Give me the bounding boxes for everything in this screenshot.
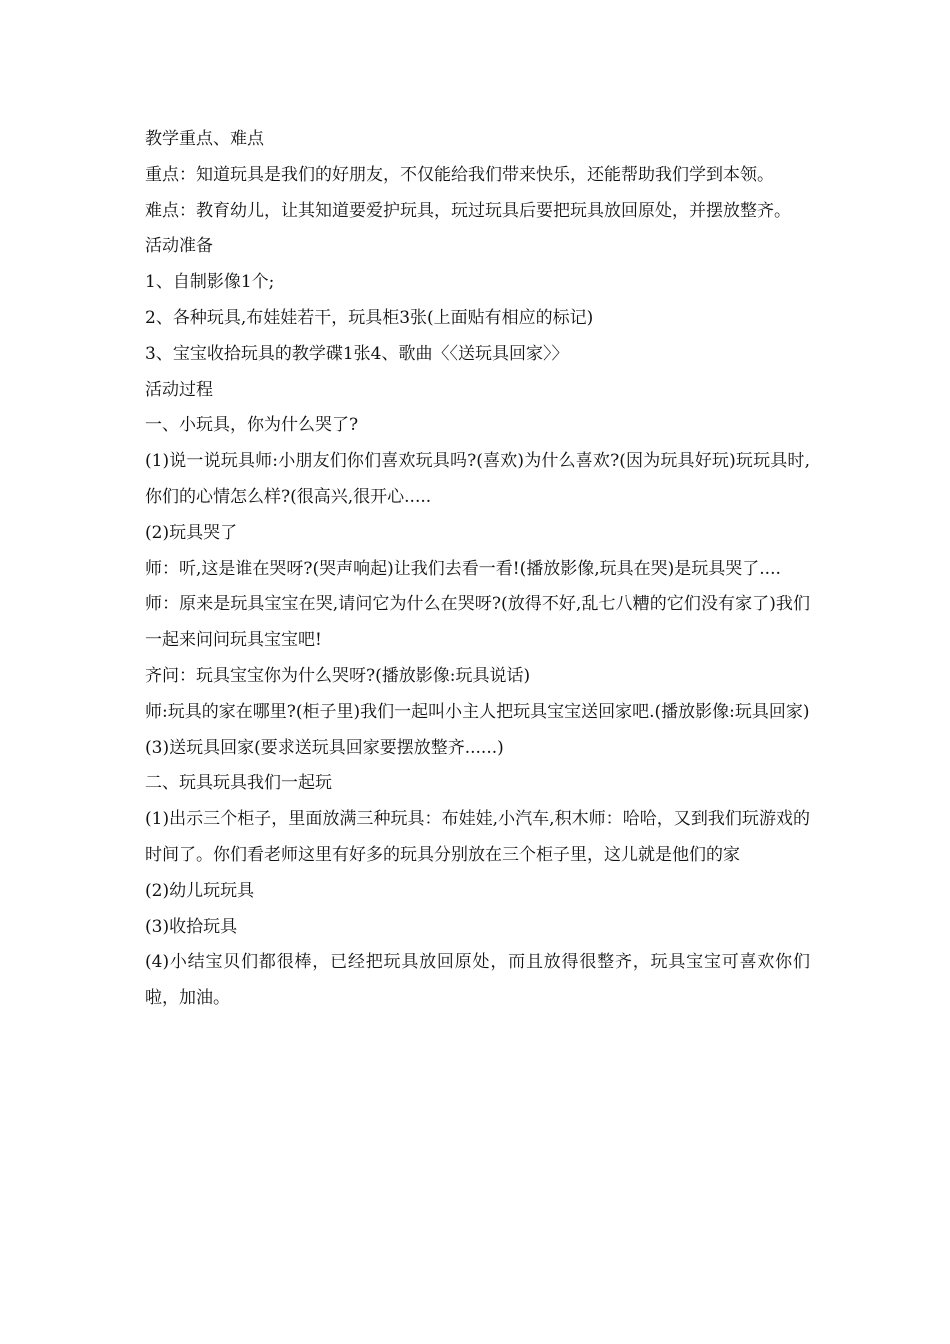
- process-part-2-heading: 二、玩具玩具我们一起玩: [145, 773, 332, 794]
- paragraph-key-point: 重点：知道玩具是我们的好朋友，不仅能给我们带来快乐，还能帮助我们学到本领。: [145, 164, 774, 185]
- process-step-2-4: (4)小结宝贝们都很棒，已经把玩具放回原处，而且放得很整齐，玩具宝宝可喜欢你们啦，加油。: [145, 952, 810, 1009]
- process-dialogue-1: 师：听,这是谁在哭呀?(哭声响起)让我们去看一看!(播放影像,玩具在哭)是玩具哭了....: [145, 558, 781, 579]
- document-body: [145, 122, 810, 1017]
- preparation-item-3: 3、宝宝收拾玩具的教学碟1张4、歌曲〈〈送玩具回家〉〉: [145, 343, 569, 364]
- section-heading-preparation: 活动准备: [145, 236, 213, 257]
- preparation-item-1: 1、自制影像1个;: [145, 272, 275, 293]
- section-heading-process: 活动过程: [145, 379, 213, 400]
- process-step-1-1: (1)说一说玩具师:小朋友们你们喜欢玩具吗?(喜欢)为什么喜欢?(因为玩具好玩)玩玩具时,你们的心情怎么样?(很高兴,很开心.....: [145, 451, 810, 507]
- paragraph-difficult-point: 难点：教育幼儿，让其知道要爱护玩具，玩过玩具后要把玩具放回原处，并摆放整齐。: [145, 200, 791, 221]
- process-dialogue-2: 师：原来是玩具宝宝在哭,请问它为什么在哭呀?(放得不好,乱七八糟的它们没有家了)我们一起来问问玩具宝宝吧!: [145, 594, 810, 651]
- process-part-1-heading: 一、小玩具，你为什么哭了?: [145, 415, 359, 436]
- process-step-2-2: (2)幼儿玩玩具: [145, 880, 255, 901]
- process-step-1-3: (3)送玩具回家(要求送玩具回家要摆放整齐......): [145, 737, 504, 758]
- process-dialogue-3: 齐问：玩具宝宝你为什么哭呀?(播放影像:玩具说话): [145, 665, 531, 686]
- section-heading-key-points: 教学重点、难点: [145, 129, 264, 149]
- process-step-2-1: (1)出示三个柜子，里面放满三种玩具：布娃娃,小汽车,积木师：哈哈，又到我们玩游戏的时间了。你们看老师这里有好多的玩具分别放在三个柜子里，这儿就是他们的家: [145, 809, 810, 865]
- preparation-item-2: 2、各种玩具,布娃娃若干，玩具柜3张(上面贴有相应的标记): [145, 307, 594, 328]
- process-step-1-2: (2)玩具哭了: [145, 522, 238, 543]
- process-dialogue-4: 师:玩具的家在哪里?(柜子里)我们一起叫小主人把玩具宝宝送回家吧.(播放影像:玩具回家): [145, 701, 810, 722]
- process-step-2-3: (3)收拾玩具: [145, 916, 238, 937]
